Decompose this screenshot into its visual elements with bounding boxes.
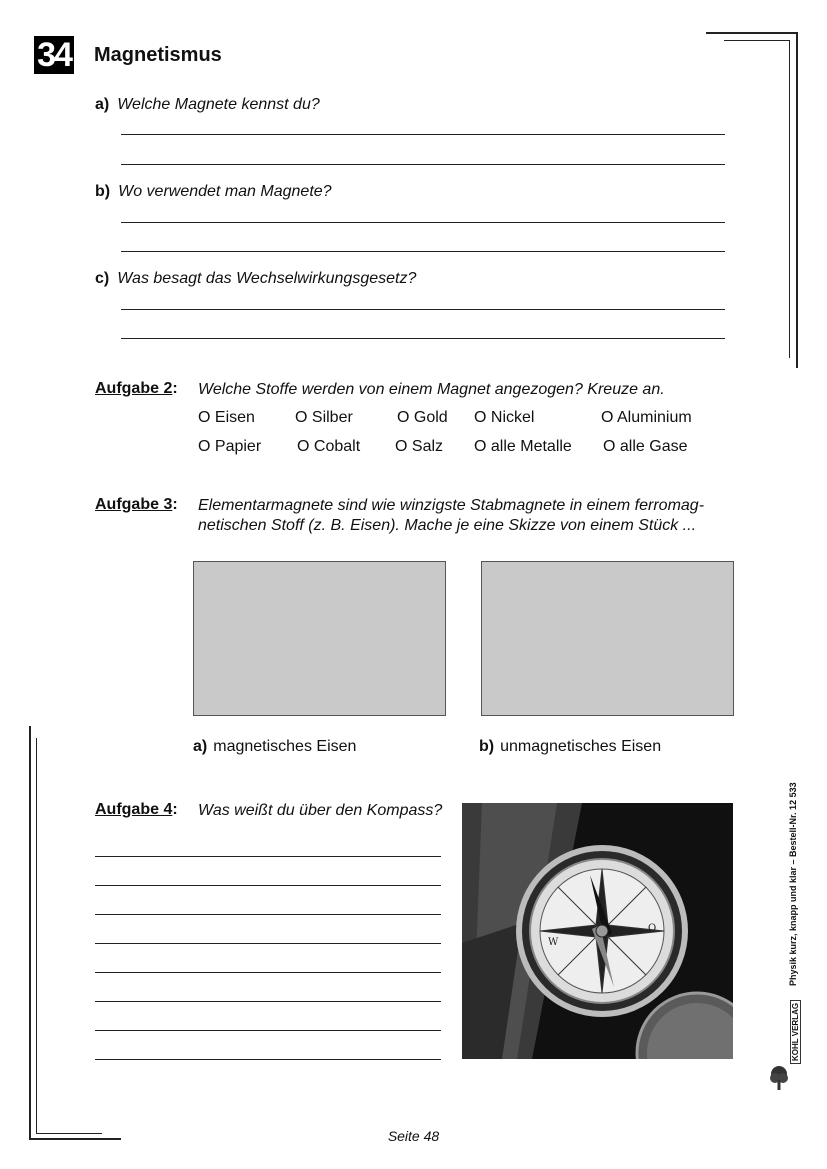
compass-photo xyxy=(462,803,733,1059)
task2-label: Aufgabe 2 xyxy=(95,380,173,397)
worksheet-number-badge: 34 xyxy=(34,36,74,74)
frame-top-right-h2 xyxy=(724,40,790,41)
task2-heading xyxy=(95,380,178,398)
answer-line[interactable] xyxy=(121,164,725,165)
option-alle-metalle[interactable]: O alle Metalle xyxy=(474,438,572,455)
frame-top-right-v2 xyxy=(789,40,790,358)
task4-label: Aufgabe 4 xyxy=(95,801,173,818)
question-b xyxy=(95,183,332,201)
task3-text-line1: Elementarmagnete sind wie winzigste Stabmagnete in einem ferromag- xyxy=(198,497,705,514)
task3-heading xyxy=(95,496,178,514)
answer-line[interactable] xyxy=(121,134,725,135)
option-salz[interactable]: O Salz xyxy=(395,438,444,455)
caption-a xyxy=(193,738,356,756)
answer-line[interactable] xyxy=(121,309,725,310)
side-bestell-text: Physik kurz, knapp und klar – Bestell-Nr. 12 533 xyxy=(788,782,798,986)
caption-a-label: a) xyxy=(193,738,208,755)
compass-mark-w: W xyxy=(548,937,559,948)
task4-heading xyxy=(95,801,178,819)
option-cobalt[interactable]: O Cobalt xyxy=(297,438,361,455)
page-title: Magnetismus xyxy=(94,44,222,66)
option-alle-gase[interactable]: O alle Gase xyxy=(603,438,688,455)
option-papier[interactable]: O Papier xyxy=(198,438,262,455)
page-number: Seite 48 xyxy=(387,1128,440,1144)
option-silber[interactable]: O Silber xyxy=(295,409,353,426)
publisher-tree-icon xyxy=(769,1064,789,1092)
publisher-name: KOHL VERLAG xyxy=(790,1000,801,1064)
answer-line[interactable] xyxy=(95,943,441,944)
task2-text: Welche Stoffe werden von einem Magnet angezogen? Kreuze an. xyxy=(198,381,665,398)
option-nickel[interactable]: O Nickel xyxy=(474,409,535,426)
answer-line[interactable] xyxy=(95,856,441,857)
caption-b-label: b) xyxy=(479,738,495,755)
answer-line[interactable] xyxy=(95,1030,441,1031)
sketch-box-nonmagnetic[interactable] xyxy=(481,561,734,716)
answer-line[interactable] xyxy=(95,1059,441,1060)
question-b-label: b) xyxy=(95,183,111,200)
frame-bottom-left-v1 xyxy=(29,726,31,1140)
question-c xyxy=(95,270,416,288)
option-gold[interactable]: O Gold xyxy=(397,409,448,426)
task4-colon: : xyxy=(172,801,178,818)
question-a-label: a) xyxy=(95,96,110,113)
task3-colon: : xyxy=(172,496,178,513)
caption-a-text: magnetisches Eisen xyxy=(213,738,357,755)
task3-text-line2: netischen Stoff (z. B. Eisen). Mache je eine Skizze von einem Stück ... xyxy=(198,517,697,534)
caption-b xyxy=(479,738,661,756)
answer-line[interactable] xyxy=(121,338,725,339)
answer-line[interactable] xyxy=(95,972,441,973)
frame-top-right-h1 xyxy=(706,32,798,34)
option-aluminium[interactable]: O Aluminium xyxy=(601,409,692,426)
answer-line[interactable] xyxy=(95,885,441,886)
task3-label: Aufgabe 3 xyxy=(95,496,173,513)
question-a xyxy=(95,96,320,114)
task2-colon: : xyxy=(172,380,178,397)
answer-line[interactable] xyxy=(95,1001,441,1002)
compass-mark-o: O xyxy=(648,923,657,934)
question-b-text: Wo verwendet man Magnete? xyxy=(118,183,332,200)
answer-line[interactable] xyxy=(95,914,441,915)
answer-line[interactable] xyxy=(121,251,725,252)
frame-top-right-v1 xyxy=(796,32,798,368)
question-c-text: Was besagt das Wechselwirkungsgesetz? xyxy=(117,270,417,287)
caption-b-text: unmagnetisches Eisen xyxy=(500,738,662,755)
question-c-label: c) xyxy=(95,270,110,287)
sketch-box-magnetic[interactable] xyxy=(193,561,446,716)
task4-text: Was weißt du über den Kompass? xyxy=(198,802,443,819)
task3-text xyxy=(198,496,704,536)
frame-bottom-left-v2 xyxy=(36,738,37,1134)
answer-line[interactable] xyxy=(121,222,725,223)
question-a-text: Welche Magnete kennst du? xyxy=(117,96,320,113)
option-eisen[interactable]: O Eisen xyxy=(198,409,255,426)
